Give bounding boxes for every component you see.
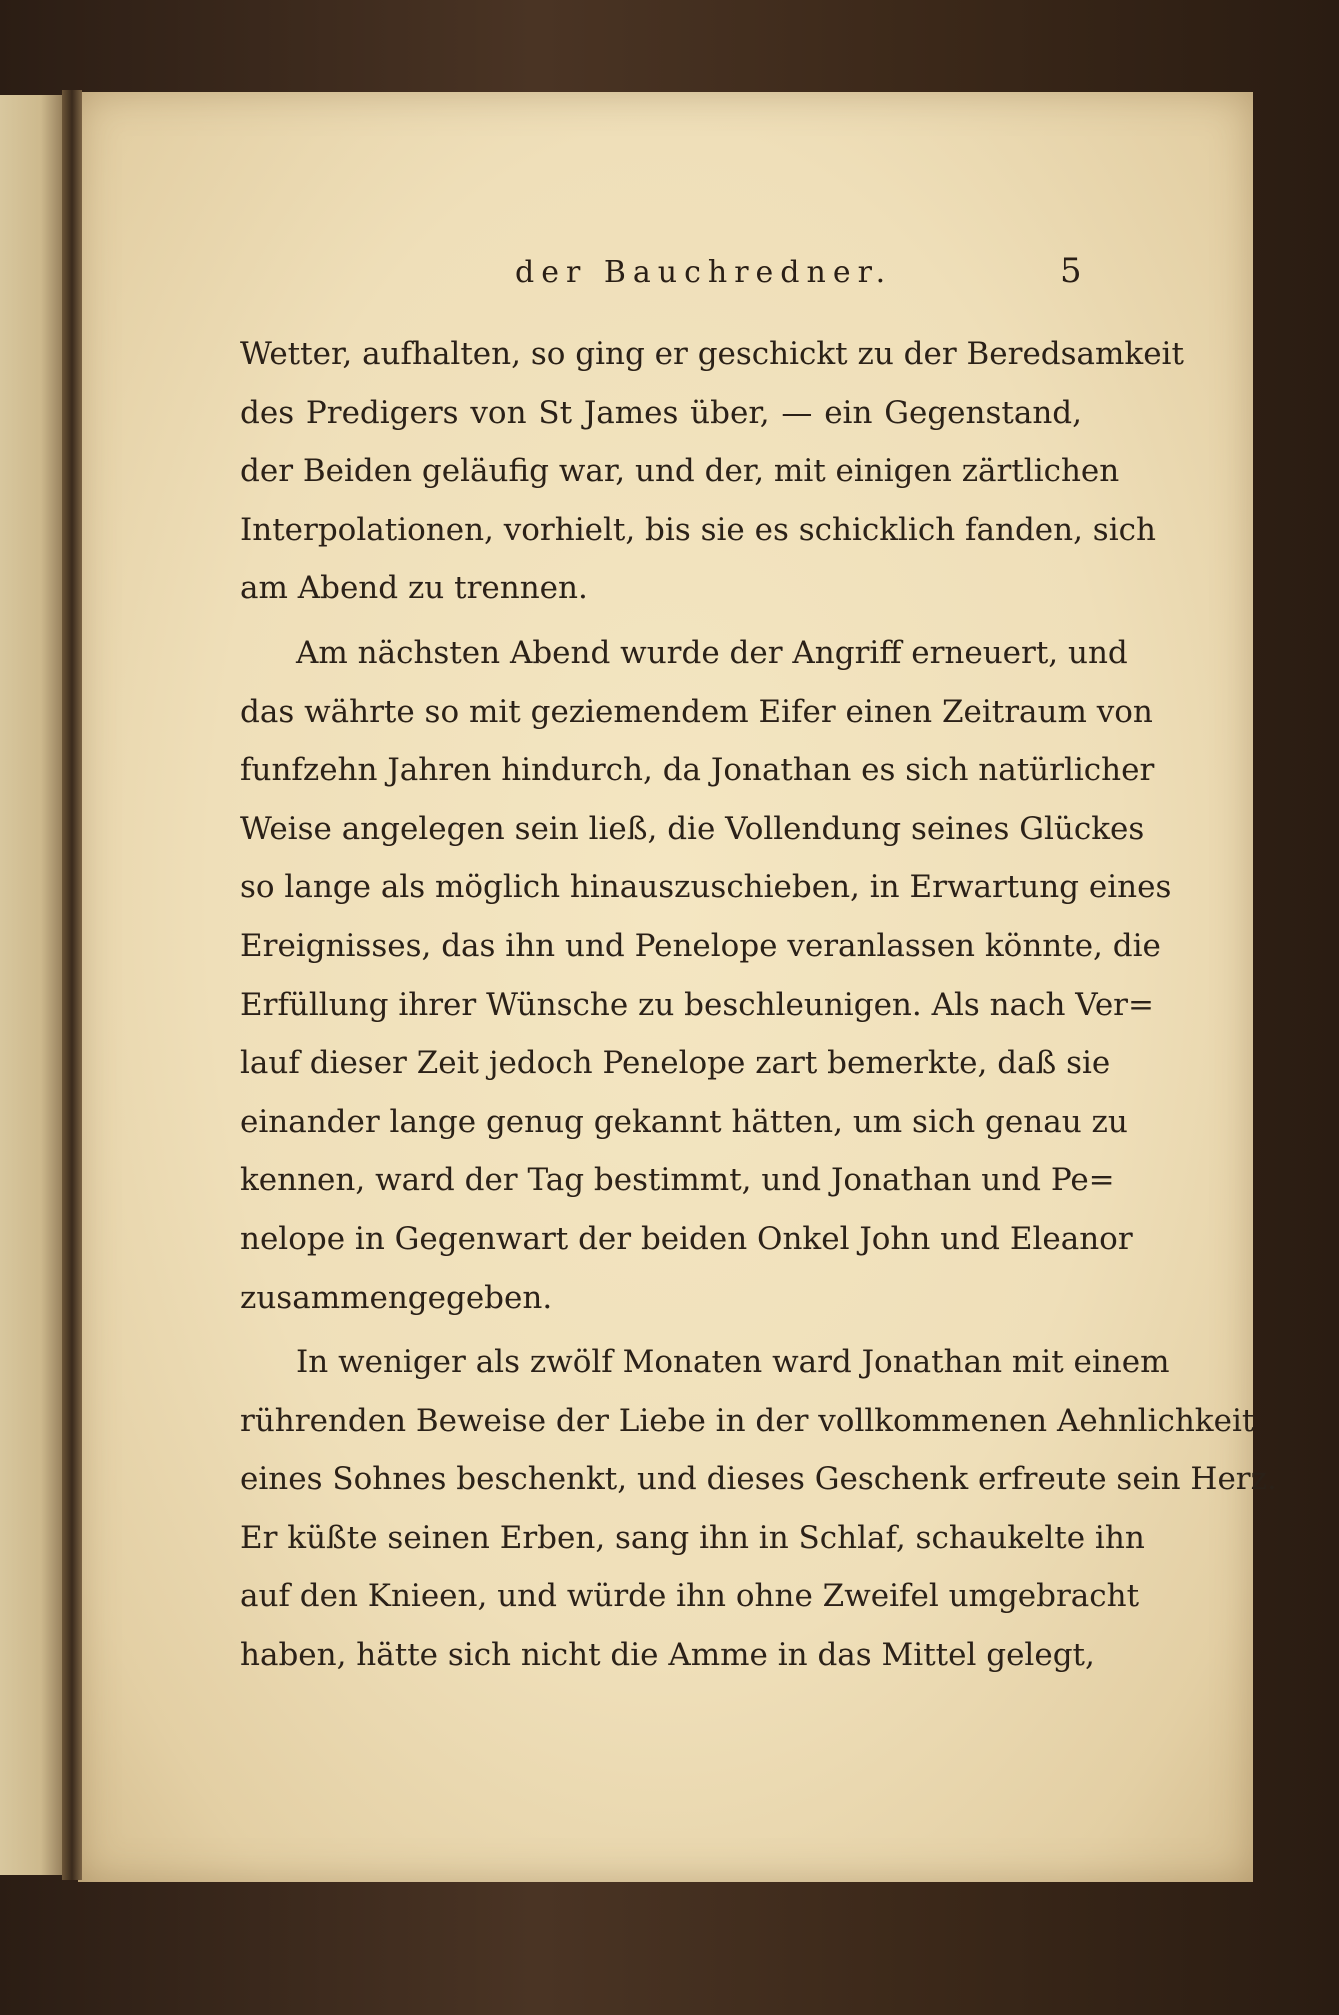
page-number: 5 — [1060, 251, 1082, 291]
text-line: Interpolationen, vorhielt, bis sie es schicklich fanden, sich — [240, 511, 1156, 548]
paragraph — [240, 624, 1172, 1327]
text-line: In weniger als zwölf Monaten ward Jonathan mit einem — [296, 1344, 1170, 1381]
paragraph — [240, 325, 1184, 618]
text-line: eines Sohnes beschenkt, und dieses Geschenk erfreute sein Herz. — [240, 1461, 1277, 1498]
text-line: des Predigers von St James über, — ein Gegenstand, — [240, 394, 1082, 431]
text-line: Er küßte seinen Erben, sang ihn in Schlaf, schaukelte ihn — [240, 1519, 1145, 1556]
text-line: am Abend zu trennen. — [240, 570, 588, 607]
text-line: auf den Knieen, und würde ihn ohne Zweifel umgebracht — [240, 1578, 1140, 1615]
page-header — [0, 251, 1339, 295]
body-text — [240, 325, 1277, 1691]
text-line: einander lange genug gekannt hätten, um sich genau zu — [240, 1103, 1128, 1140]
book-gutter — [62, 90, 82, 1880]
text-line: Ereignisses, das ihn und Penelope veranlassen könnte, die — [240, 927, 1161, 964]
text-line: nelope in Gegenwart der beiden Onkel John und Eleanor — [240, 1220, 1133, 1257]
text-line: das währte so mit geziemendem Eifer einen Zeitraum von — [240, 693, 1153, 730]
running-head: der Bauchredner. — [515, 255, 893, 290]
text-line: der Beiden geläufig war, und der, mit einigen zärtlichen — [240, 453, 1120, 490]
text-line: rührenden Beweise der Liebe in der vollkommenen Aehnlichkeit — [240, 1402, 1255, 1439]
text-line: funfzehn Jahren hindurch, da Jonathan es sich natürlicher — [240, 752, 1155, 789]
text-line: Wetter, aufhalten, so ging er geschickt zu der Beredsamkeit — [240, 336, 1184, 372]
text-line: haben, hätte sich nicht die Amme in das Mittel gelegt, — [240, 1637, 1095, 1674]
text-line: Erfüllung ihrer Wünsche zu beschleunigen. Als nach Ver= — [240, 986, 1154, 1023]
facing-page-edge — [0, 95, 68, 1875]
text-line: Weise angelegen sein ließ, die Vollendung seines Glückes — [240, 810, 1145, 847]
text-line: lauf dieser Zeit jedoch Penelope zart bemerkte, daß sie — [240, 1045, 1111, 1082]
text-line: kennen, ward der Tag bestimmt, und Jonathan und Pe= — [240, 1162, 1115, 1199]
text-line: so lange als möglich hinauszuschieben, in Erwartung eines — [240, 869, 1172, 906]
text-line: Am nächsten Abend wurde der Angriff erneuert, und — [296, 634, 1128, 671]
text-line: zusammengegeben. — [240, 1279, 553, 1316]
paragraph — [240, 1333, 1277, 1685]
